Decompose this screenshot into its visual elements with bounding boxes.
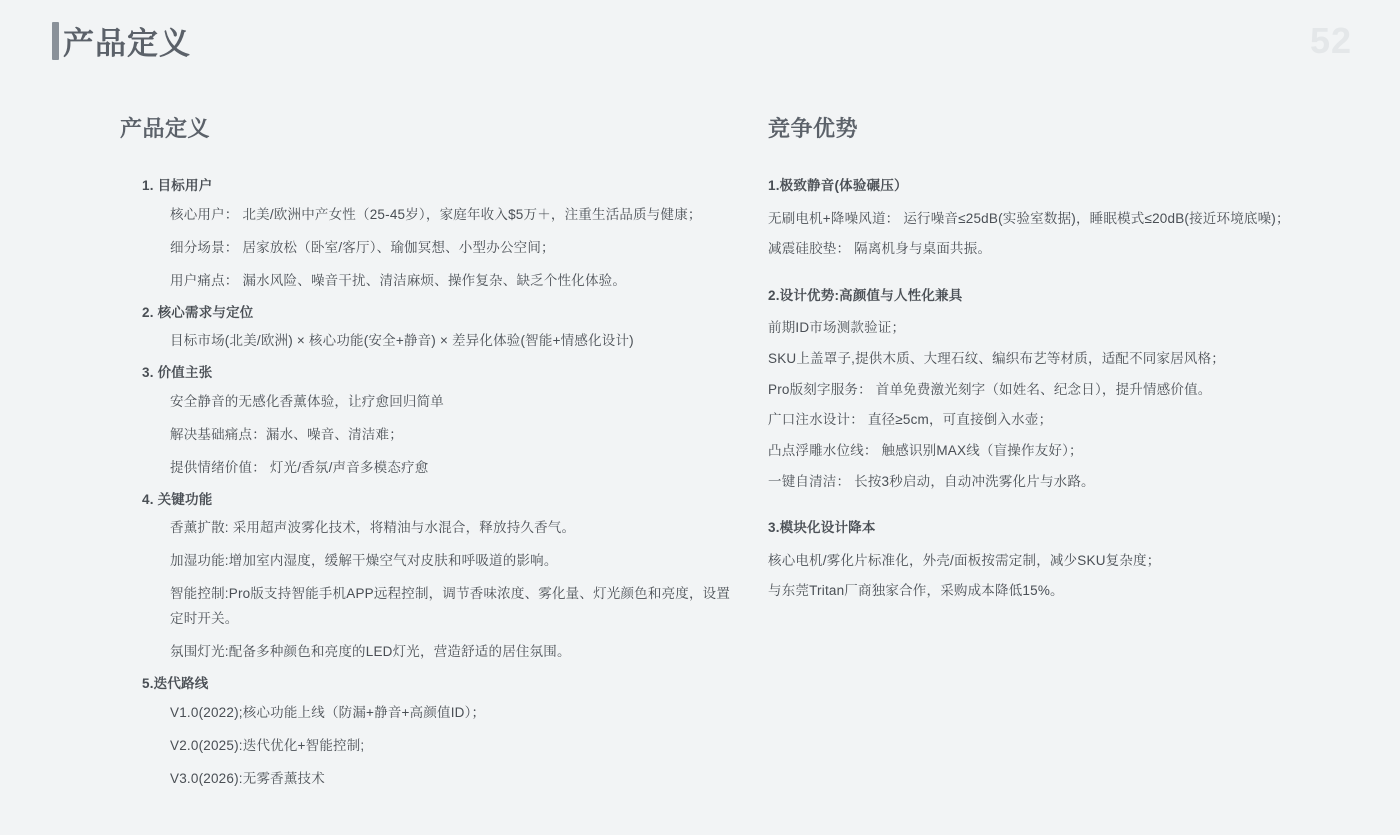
advantage-line: 凸点浮雕水位线： 触感识别MAX线（盲操作友好）； <box>768 442 1083 458</box>
section-line: 目标市场(北美/欧洲) × 核心功能(安全+静音) × 差异化体验(智能+情感化设计) <box>170 333 634 349</box>
section-line: 安全静音的无感化香薰体验，让疗愈回归简单 <box>170 393 444 409</box>
section-heading: 3. 价值主张 <box>142 365 213 381</box>
page-number: 52 <box>1309 20 1352 61</box>
section-line: 加湿功能:增加室内湿度，缓解干燥空气对皮肤和呼吸道的影响。 <box>170 553 558 569</box>
section-target-users <box>120 175 740 294</box>
section-roadmap <box>120 673 740 792</box>
right-column-title: 竞争优势 <box>768 116 859 141</box>
advantage-line: 与东莞Tritan厂商独家合作，采购成本降低15%。 <box>768 583 1064 599</box>
advantage-line: SKU上盖罩子,提供木质、大理石纹、编织布艺等材质，适配不同家居风格； <box>768 351 1226 367</box>
advantage-heading: 1.极致静音(体验碾压） <box>768 178 908 193</box>
section-line: 提供情绪价值： 灯光/香氛/声音多模态疗愈 <box>170 459 429 475</box>
advantage-heading: 2.设计优势:高颜值与人性化兼具 <box>768 287 963 303</box>
section-heading: 1. 目标用户 <box>142 178 213 193</box>
section-value-proposition <box>120 362 740 481</box>
section-core-needs <box>120 302 740 355</box>
advantage-line: Pro版刻字服务： 首单免费激光刻字（如姓名、纪念日），提升情感价值。 <box>768 381 1212 397</box>
advantage-heading: 3.模块化设计降本 <box>768 520 876 536</box>
section-line: V2.0(2025):迭代优化+智能控制; <box>170 737 365 753</box>
section-line: 细分场景： 居家放松（卧室/客厅）、瑜伽冥想、小型办公空间； <box>170 239 555 255</box>
page-header <box>52 18 191 63</box>
section-line: 用户痛点： 漏水风险、噪音干扰、清洁麻烦、操作复杂、缺乏个性化体验。 <box>170 272 627 288</box>
left-column-title: 产品定义 <box>120 116 211 141</box>
advantage-silence <box>768 175 1298 261</box>
section-line: V1.0(2022);核心功能上线（防漏+静音+高颜值ID）； <box>170 704 486 720</box>
advantage-line: 减震硅胶垫： 隔离机身与桌面共振。 <box>768 241 992 257</box>
page-title: 产品定义 <box>63 26 191 61</box>
advantage-line: 广口注水设计： 直径≥5cm，可直接倒入水壶； <box>768 412 1053 428</box>
section-line: 解决基础痛点：漏水、噪音、清洁难； <box>170 426 403 442</box>
section-key-features <box>120 489 740 665</box>
advantage-line: 核心电机/雾化片标准化，外壳/面板按需定制，减少SKU复杂度； <box>768 552 1161 568</box>
section-line: 氛围灯光:配备多种颜色和亮度的LED灯光，营造舒适的居住氛围。 <box>170 644 571 660</box>
advantage-modular <box>768 517 1298 603</box>
right-column <box>768 112 1298 627</box>
section-line: 香薰扩散: 采用超声波雾化技术，将精油与水混合，释放持久香气。 <box>170 520 576 536</box>
section-line: V3.0(2026):无雾香薰技术 <box>170 770 325 786</box>
section-line: 核心用户： 北美/欧洲中产女性（25-45岁），家庭年收入$5万＋，注重生活品质与健康； <box>170 206 702 222</box>
left-column <box>120 112 740 800</box>
header-accent-bar <box>52 22 59 60</box>
advantage-line: 前期ID市场测款验证； <box>768 320 906 336</box>
section-heading: 4. 关键功能 <box>142 491 213 507</box>
section-heading: 5.迭代路线 <box>142 676 209 691</box>
advantage-line: 一键自清洁： 长按3秒启动，自动冲洗雾化片与水路。 <box>768 473 1095 489</box>
advantage-line: 无刷电机+降噪风道： 运行噪音≤25dB(实验室数据)，睡眠模式≤20dB(接近环境底噪)； <box>768 210 1290 226</box>
section-heading: 2. 核心需求与定位 <box>142 304 254 320</box>
section-line: 智能控制:Pro版支持智能手机APP远程控制，调节香味浓度、雾化量、灯光颜色和亮度，设置定时开关。 <box>170 586 731 627</box>
advantage-design <box>768 285 1298 493</box>
